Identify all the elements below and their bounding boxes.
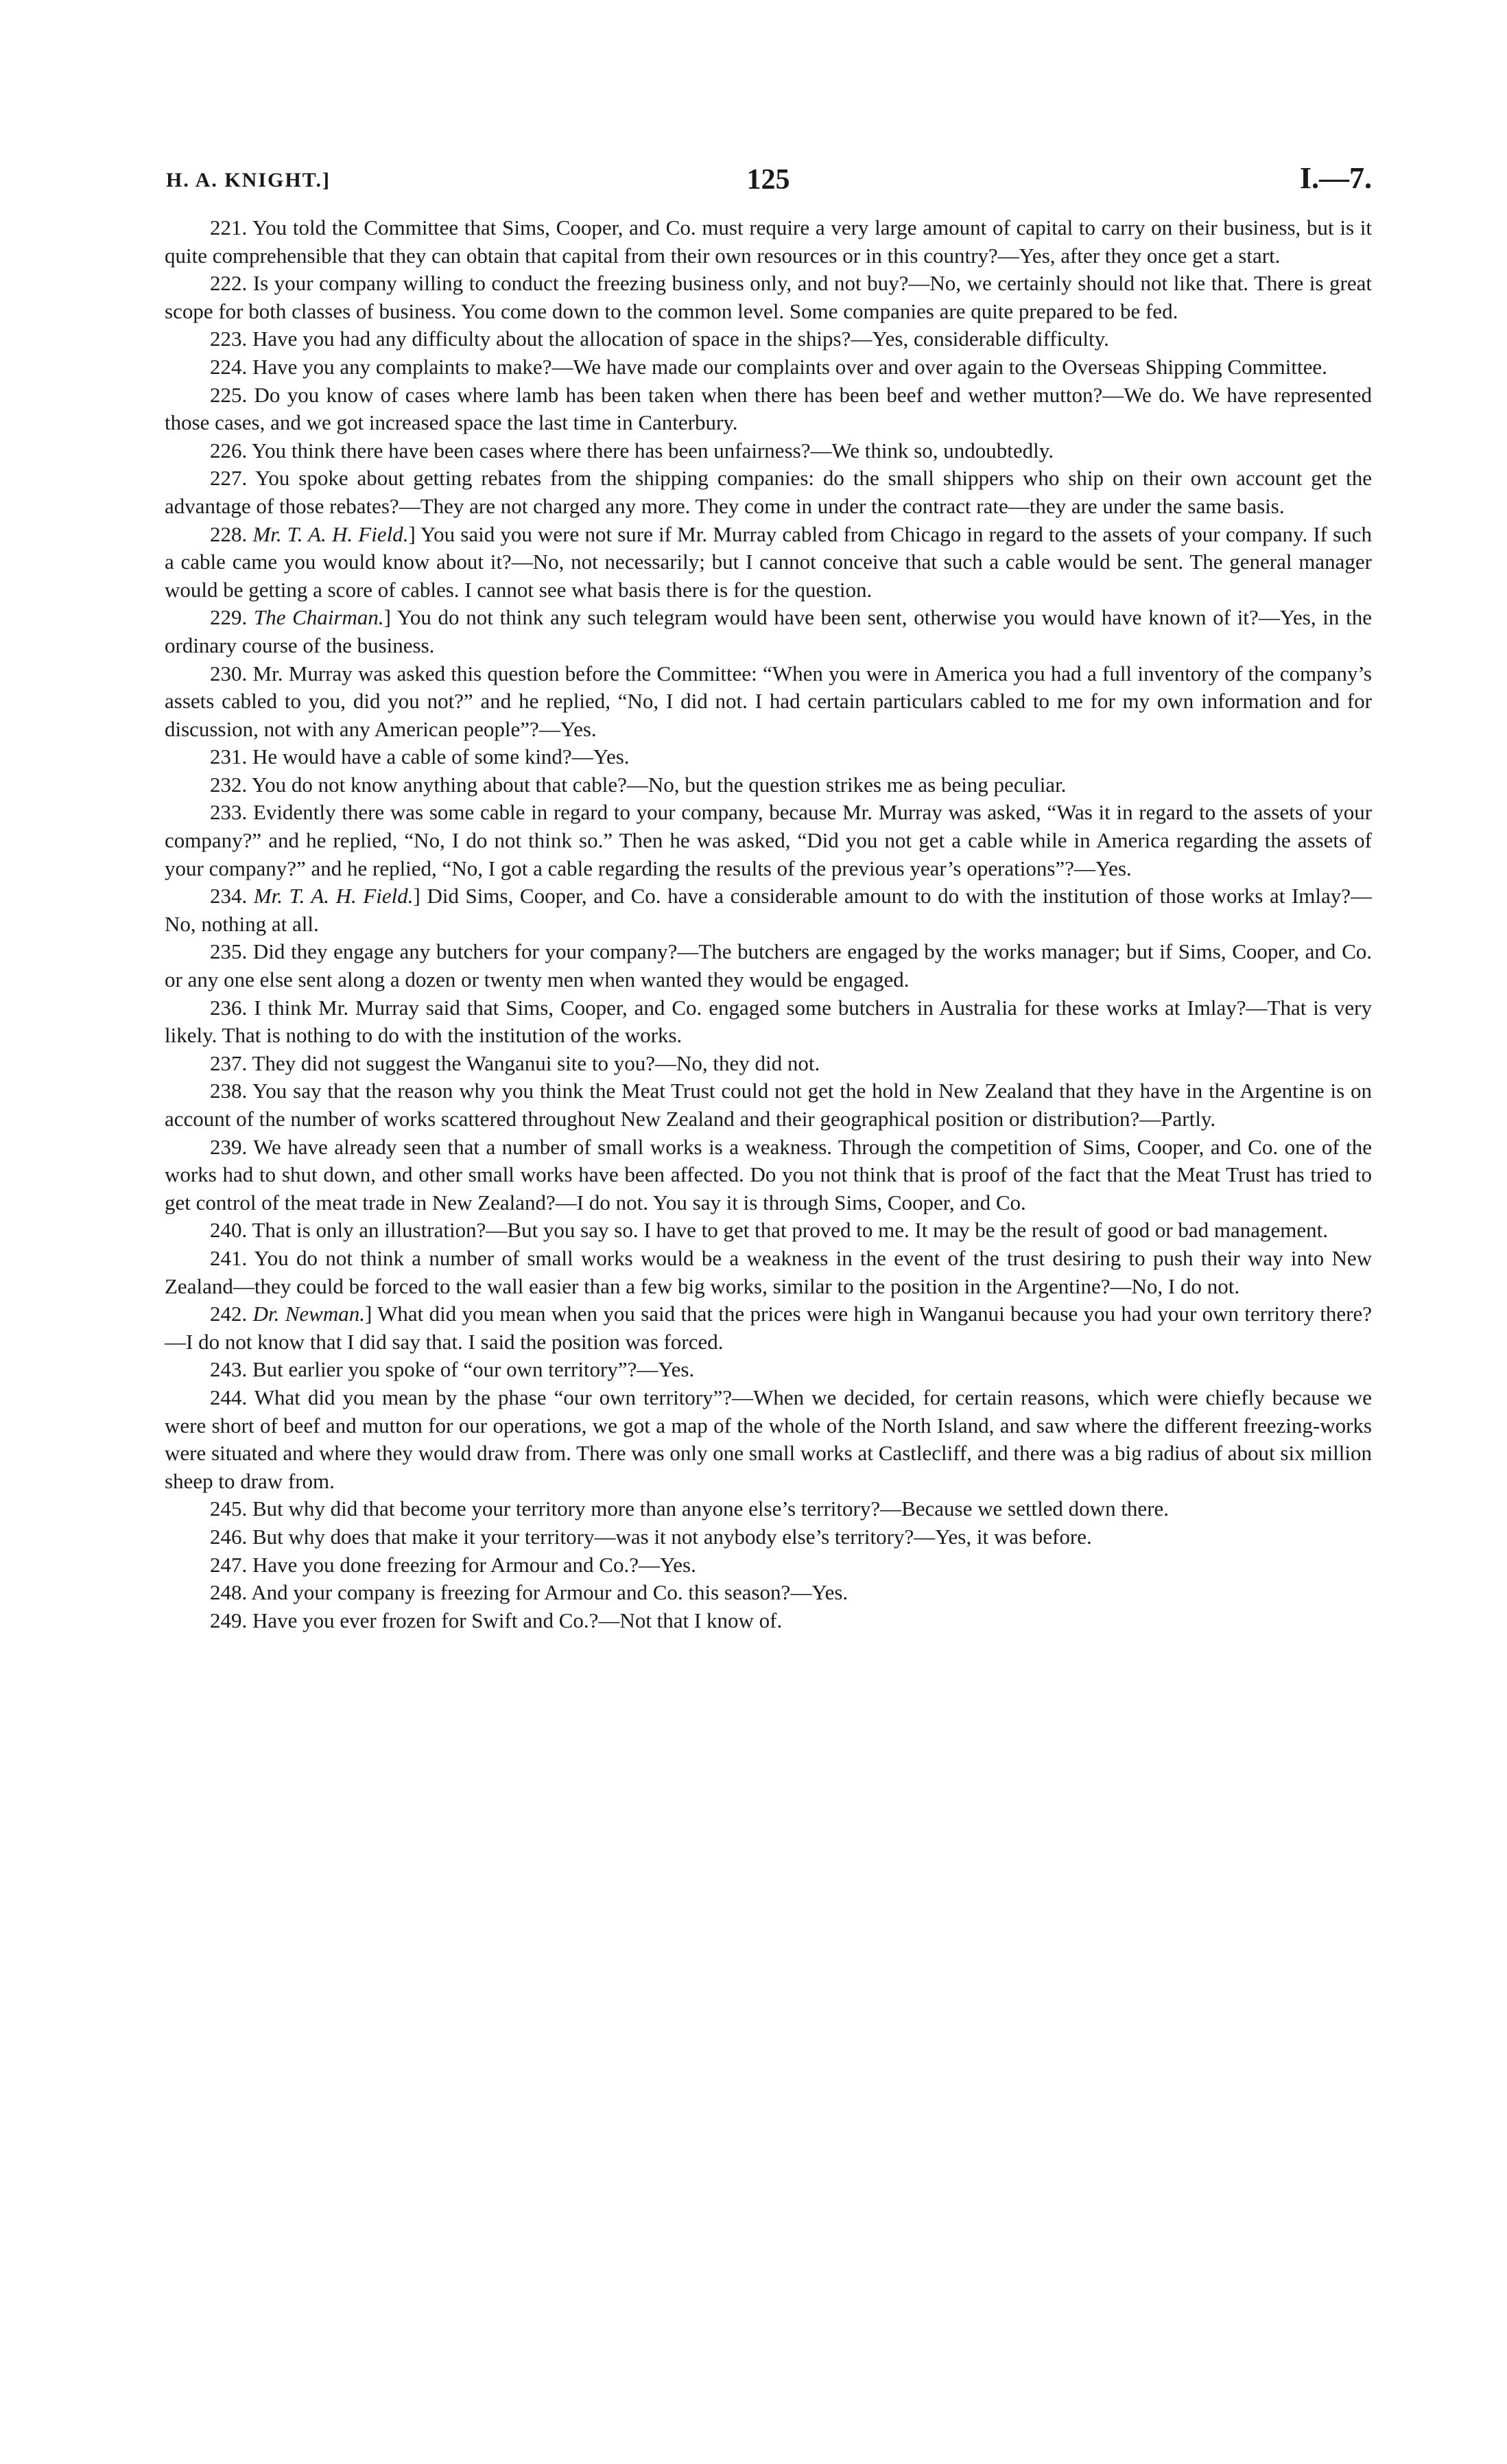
question-number: 237. — [210, 1051, 248, 1075]
question-paragraph — [165, 465, 1372, 520]
question-answer-text: You said you were not sure if Mr. Murray cabled from Chicago in regard to the assets of your company. If such a cable came you would know about it?—No, not necessarily; but I cannot conceive that such a cable would be sent. The general manager would be getting a score of cables. I cannot see what basis there is for the question. — [165, 521, 1373, 602]
question-number: 226. — [210, 438, 248, 462]
question-answer-text: Did Sims, Cooper, and Co. have a considerable amount to do with the institution of those works at Imlay?—No, nothing at all. — [165, 884, 1373, 936]
speaker-name: Mr. T. A. H. Field. — [253, 884, 414, 908]
question-paragraph: 228. Mr. T. A. H. Field.] You said you were not sure if Mr. Murray cabled from Chicago in regard to the assets of your company. If such a cable came you would know about it?—No, not necessarily; but I cannot conceive that such a cable would be sent. The general manager would be getting a score of cables. I cannot see what basis there is for the question. — [165, 521, 1373, 602]
page-number: 125 — [746, 164, 790, 196]
question-number: 241. — [210, 1245, 248, 1270]
question-number: 249. — [210, 1608, 248, 1632]
question-paragraph — [165, 1217, 1372, 1245]
question-number: 225. — [210, 382, 248, 407]
question-answer-text: And your company is freezing for Armour and Co. this season?—Yes. — [251, 1580, 849, 1605]
question-number: 243. — [210, 1357, 248, 1382]
question-number: 227. — [210, 466, 248, 491]
question-answer-text: He would have a cable of some kind?—Yes. — [252, 744, 630, 769]
question-number: 232. — [210, 772, 248, 797]
question-paragraph — [165, 325, 1372, 353]
question-number: 223. — [210, 327, 248, 351]
question-paragraph — [165, 1134, 1372, 1217]
question-answer-text: Have you ever frozen for Swift and Co.?—Not that I know of. — [252, 1608, 783, 1632]
question-paragraph — [165, 1050, 1372, 1078]
question-answer-text: Did they engage any butchers for your company?—The butchers are engaged by the works manager; but if Sims, Cooper, and Co. or any one else sent along a dozen or twenty men when wanted they would be engaged. — [165, 939, 1372, 992]
question-number: 242. — [210, 1302, 248, 1326]
question-number: 240. — [210, 1218, 248, 1243]
speaker-name: The Chairman. — [253, 605, 384, 630]
speaker-name: Mr. T. A. H. Field. — [252, 521, 409, 546]
question-answer-text: They did not suggest the Wanganui site to you?—No, they did not. — [252, 1051, 820, 1075]
question-answer-text: What did you mean when you said that the prices were high in Wanganui because you had your own territory there?—I do not know that I did say that. I said the position was forced. — [165, 1302, 1373, 1354]
question-paragraph — [165, 1523, 1372, 1551]
question-paragraph: 229. The Chairman.] You do not think any such telegram would have been sent, otherwise you would have known of it?—Yes, in the ordinary course of the business. — [165, 605, 1372, 657]
question-answer-text: But why does that make it your territory—was it not anybody else’s territory?—Yes, it was before. — [252, 1524, 1092, 1549]
question-number: 235. — [210, 939, 248, 964]
question-number: 238. — [210, 1079, 248, 1103]
question-answer-text: You say that the reason why you think the Meat Trust could not get the hold in New Zealand that they have in the Argentine is on account of the number of works scattered throughout New Zealand and their geographical position or distribution?—Partly. — [165, 1079, 1373, 1131]
question-paragraph — [165, 994, 1372, 1050]
question-number: 247. — [210, 1552, 248, 1577]
question-paragraph — [165, 1495, 1372, 1523]
question-number: 244. — [210, 1385, 248, 1409]
question-answer-text: Have you done freezing for Armour and Co.?—Yes. — [252, 1552, 696, 1577]
question-answer-text: Evidently there was some cable in regard to your company, because Mr. Murray was asked, “Was it in regard to the assets of your company?” and he replied, “No, I do not think so.” Then he was asked, “Did you not get a cable while in America regarding the assets of your company?” and he replied, “No, I got a cable regarding the results of the previous year’s operations”?—Yes. — [165, 800, 1373, 880]
question-paragraph — [165, 938, 1372, 994]
question-number: 221. — [210, 215, 248, 239]
question-paragraph — [165, 1551, 1372, 1580]
question-paragraph — [165, 214, 1372, 270]
question-answer-text: Have you had any difficulty about the allocation of space in the ships?—Yes, considerable difficulty. — [252, 327, 1109, 351]
question-number: 236. — [210, 995, 248, 1020]
question-paragraph — [165, 437, 1372, 465]
question-number: 234. — [210, 884, 248, 908]
question-number: 229. — [210, 605, 248, 630]
question-answer-text: But why did that become your territory more than anyone else’s territory?—Because we settled down there. — [252, 1497, 1170, 1521]
question-answer-text: Mr. Murray was asked this question before the Committee: “When you were in America you had a full inventory of the company’s assets cabled to you, did you not?” and he replied, “No, I did not. I had certain particulars cabled to me for my own information and for discussion, not with any American people”?—Yes. — [165, 661, 1372, 741]
witness-name-header: H. A. KNIGHT.] — [166, 169, 331, 191]
question-number: 231. — [210, 744, 248, 769]
question-number: 230. — [210, 661, 248, 685]
question-paragraph — [165, 771, 1372, 799]
question-answer-text: We have already seen that a number of small works is a weakness. Through the competition of Sims, Cooper, and Co. one of the works had to shut down, and other small works have been affected. Do you not think that is proof of the fact that the Meat Trust has tried to get control of the meat trade in New Zealand?—I do not. You say it is through Sims, Cooper, and Co. — [165, 1134, 1372, 1215]
question-number: 224. — [210, 354, 248, 379]
document-code: I.—7. — [1299, 161, 1372, 195]
question-paragraph — [165, 353, 1372, 382]
question-answer-text: You do not think a number of small works would be a weakness in the event of the trust desiring to push their way into New Zealand—they could be forced to the wall easier than a few big works, similar to the position in the Argentine?—No, I do not. — [165, 1245, 1372, 1298]
question-answer-text: That is only an illustration?—But you say so. I have to get that proved to me. It may be the result of good or bad management. — [252, 1218, 1329, 1243]
question-answer-text: What did you mean by the phase “our own territory”?—When we decided, for certain reasons, which were chiefly because we were short of beef and mutton for our operations, we got a map of the whole of the North Island, and saw where the different freezing-works were situated and where they would draw from. There was only one small works at Castlecliff, and there was a big radius of about six million sheep to draw from. — [165, 1385, 1372, 1493]
question-paragraph — [165, 382, 1372, 437]
question-paragraph — [165, 1356, 1372, 1384]
question-answer-text: Have you any complaints to make?—We have made our complaints over and over again to the Overseas Shipping Committee. — [252, 354, 1327, 379]
question-answer-text: Do you know of cases where lamb has been taken when there has been beef and wether mutton?—We do. We have represented those cases, and we got increased space the last time in Canterbury. — [165, 382, 1372, 435]
question-number: 239. — [210, 1134, 248, 1159]
question-answer-text: You told the Committee that Sims, Cooper, and Co. must require a very large amount of capital to carry on their business, but is it quite comprehensible that they can obtain that capital from their own resources or in this country?—Yes, after they once get a start. — [165, 215, 1372, 268]
speaker-name: Dr. Newman. — [252, 1302, 365, 1326]
question-paragraph: 242. Dr. Newman.] What did you mean when you said that the prices were high in Wanganui because you had your own territory there?—I do not know that I did say that. I said the position was forced. — [165, 1302, 1373, 1354]
question-number: 248. — [210, 1580, 248, 1605]
document-page — [165, 158, 1372, 1634]
question-number: 233. — [210, 800, 248, 825]
question-paragraph — [165, 1384, 1372, 1495]
question-paragraph: 234. Mr. T. A. H. Field.] Did Sims, Cooper, and Co. have a considerable amount to do with the institution of those works at Imlay?—No, nothing at all. — [165, 884, 1373, 936]
question-answer-text: Is your company willing to conduct the freezing business only, and not buy?—No, we certainly should not like that. There is great scope for both classes of business. You come down to the common level. Some companies are quite prepared to be fed. — [165, 271, 1372, 323]
question-paragraph — [165, 1077, 1372, 1133]
question-answer-text: You do not know anything about that cable?—No, but the question strikes me as being peculiar. — [251, 772, 1067, 797]
question-number: 246. — [210, 1524, 248, 1549]
question-answer-text: You spoke about getting rebates from the shipping companies: do the small shippers who ship on their own account get the advantage of those rebates?—They are not charged any more. They come in under the contract rate—they are under the same basis. — [165, 466, 1372, 518]
question-number: 245. — [210, 1497, 248, 1521]
question-paragraph — [165, 1607, 1372, 1635]
question-answer-text: You do not think any such telegram would have been sent, otherwise you would have known of it?—Yes, in the ordinary course of the business. — [165, 605, 1372, 657]
question-paragraph — [165, 799, 1372, 882]
question-number: 228. — [210, 521, 248, 546]
question-answer-text: I think Mr. Murray said that Sims, Cooper, and Co. engaged some butchers in Australia for these works at Imlay?—That is very likely. That is nothing to do with the institution of the works. — [165, 995, 1372, 1048]
question-paragraph — [165, 660, 1372, 744]
question-paragraph — [165, 270, 1372, 325]
running-header — [165, 158, 1372, 206]
question-paragraph — [165, 743, 1372, 771]
evidence-body — [165, 214, 1372, 1634]
question-paragraph — [165, 1579, 1372, 1607]
question-number: 222. — [210, 271, 248, 296]
question-answer-text: But earlier you spoke of “our own territory”?—Yes. — [252, 1357, 695, 1382]
question-answer-text: You think there have been cases where there has been unfairness?—We think so, undoubtedly. — [251, 438, 1054, 462]
question-paragraph — [165, 1245, 1372, 1300]
